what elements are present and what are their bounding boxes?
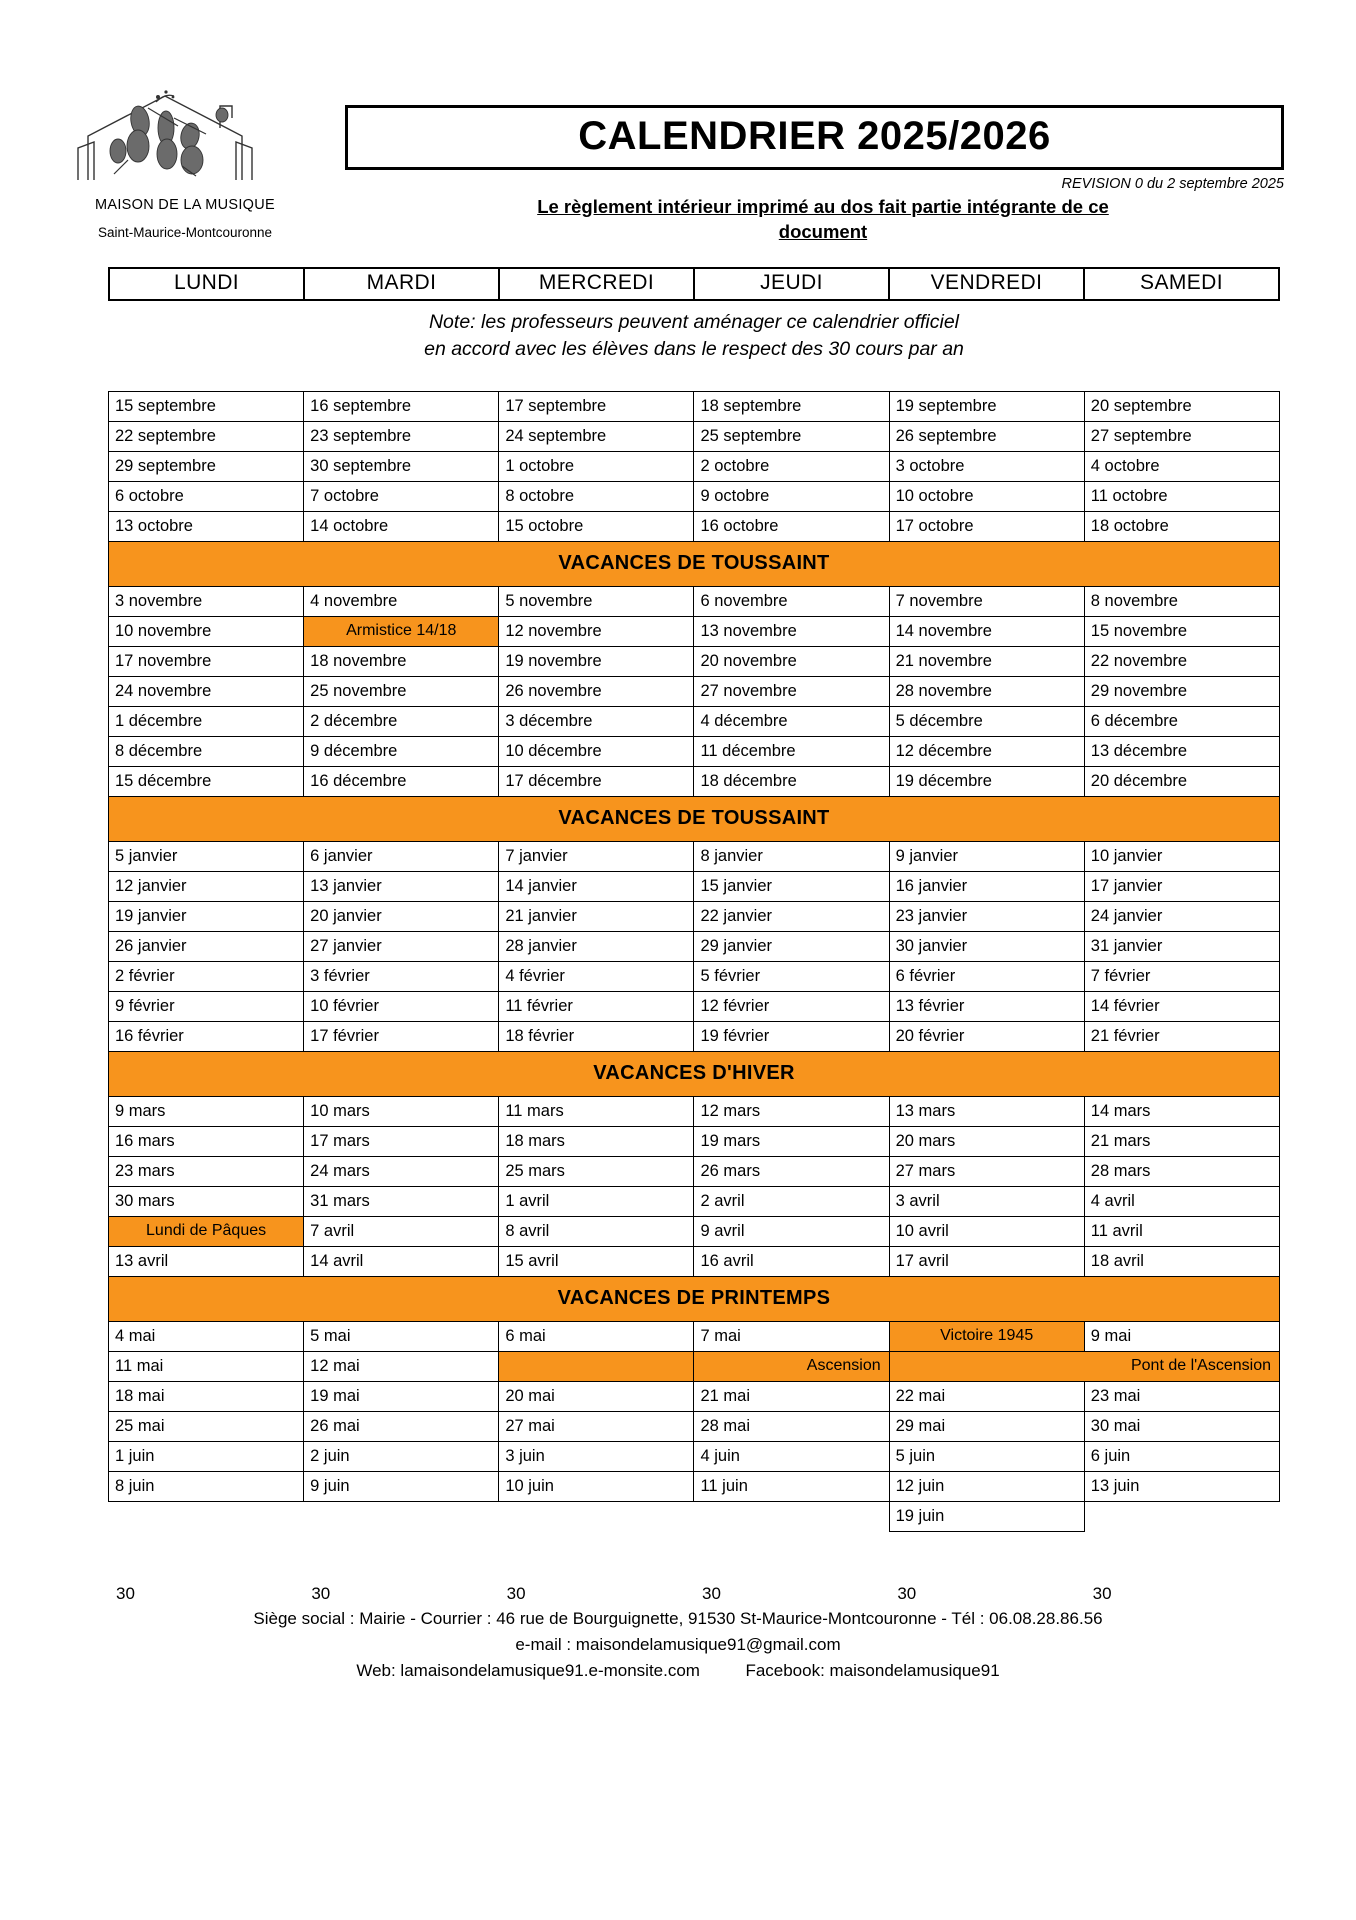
day-cell: 19 décembre xyxy=(889,766,1084,796)
day-cell: 12 février xyxy=(694,991,889,1021)
day-cell: 7 mai xyxy=(694,1321,889,1351)
vacation-banner: VACANCES DE PRINTEMPS xyxy=(109,1276,1280,1321)
day-cell: 7 février xyxy=(1084,961,1279,991)
calendar-week-row xyxy=(109,646,1280,676)
holiday-cell: Victoire 1945 xyxy=(889,1321,1084,1351)
day-cell: 9 décembre xyxy=(304,736,499,766)
day-cell: 24 septembre xyxy=(499,421,694,451)
day-cell: 26 novembre xyxy=(499,676,694,706)
day-cell: 29 janvier xyxy=(694,931,889,961)
day-cell: 2 juin xyxy=(304,1441,499,1471)
vacation-row xyxy=(109,1051,1280,1096)
day-cell: 23 janvier xyxy=(889,901,1084,931)
title-box xyxy=(345,105,1284,170)
holiday-cell: Ascension xyxy=(694,1351,889,1381)
day-cell: 9 octobre xyxy=(694,481,889,511)
page-title: CALENDRIER 2025/2026 xyxy=(578,114,1051,158)
calendar-week-row xyxy=(109,1381,1280,1411)
day-cell: 16 décembre xyxy=(304,766,499,796)
day-cell: 2 avril xyxy=(694,1186,889,1216)
day-cell: 10 juin xyxy=(499,1471,694,1501)
calendar-week-row xyxy=(109,1096,1280,1126)
day-cell: 9 mars xyxy=(109,1096,304,1126)
organization-city: Saint-Maurice-Montcouronne xyxy=(97,225,273,240)
day-cell: 26 janvier xyxy=(109,931,304,961)
day-cell: 27 janvier xyxy=(304,931,499,961)
holiday-cell: Armistice 14/18 xyxy=(304,616,499,646)
vacation-row xyxy=(109,1276,1280,1321)
course-counts-row xyxy=(108,1584,1280,1604)
day-cell: 11 décembre xyxy=(694,736,889,766)
day-cell: 30 septembre xyxy=(304,451,499,481)
calendar-week-row xyxy=(109,616,1280,646)
day-cell: 12 janvier xyxy=(109,871,304,901)
footer-address-line: Siège social : Mairie - Courrier : 46 rue de Bourguignette, 91530 St-Maurice-Montcouronne - Tél : 06.08.28.86.56 xyxy=(253,1608,1103,1628)
day-cell: 30 janvier xyxy=(889,931,1084,961)
document-footer xyxy=(0,1606,1356,1685)
day-cell: 22 mai xyxy=(889,1381,1084,1411)
calendar-week-row xyxy=(109,1411,1280,1441)
day-cell: 11 février xyxy=(499,991,694,1021)
day-cell: 31 janvier xyxy=(1084,931,1279,961)
day-cell: 5 février xyxy=(694,961,889,991)
weekday-header-lundi: LUNDI xyxy=(110,269,305,299)
day-cell: 20 novembre xyxy=(694,646,889,676)
day-cell: 28 mai xyxy=(694,1411,889,1441)
day-cell: 4 février xyxy=(499,961,694,991)
weekday-header-mardi: MARDI xyxy=(305,269,500,299)
day-cell: 27 novembre xyxy=(694,676,889,706)
day-cell: 28 janvier xyxy=(499,931,694,961)
day-cell: 25 mai xyxy=(109,1411,304,1441)
calendar-week-row xyxy=(109,1156,1280,1186)
day-cell: 15 janvier xyxy=(694,871,889,901)
day-cell: 18 avril xyxy=(1084,1246,1279,1276)
day-cell: 22 novembre xyxy=(1084,646,1279,676)
day-cell: 20 janvier xyxy=(304,901,499,931)
weekday-header-samedi: SAMEDI xyxy=(1140,270,1223,294)
day-cell: 17 octobre xyxy=(889,511,1084,541)
day-cell: 19 janvier xyxy=(109,901,304,931)
day-cell: 13 mars xyxy=(889,1096,1084,1126)
day-cell: 11 avril xyxy=(1084,1216,1279,1246)
calendar-week-row xyxy=(109,706,1280,736)
organization-logo-block xyxy=(40,80,330,240)
calendar-note-line-2: en accord avec les élèves dans le respect des 30 cours par an xyxy=(424,337,964,360)
calendar-week-row xyxy=(109,511,1280,541)
day-cell: 16 février xyxy=(109,1021,304,1051)
day-cell: 8 décembre xyxy=(109,736,304,766)
day-cell: 18 octobre xyxy=(1084,511,1279,541)
day-cell: 7 avril xyxy=(304,1216,499,1246)
day-cell: 15 avril xyxy=(499,1246,694,1276)
day-cell: 17 février xyxy=(304,1021,499,1051)
document-header xyxy=(0,0,1356,245)
day-cell: 11 mars xyxy=(499,1096,694,1126)
day-cell: 1 décembre xyxy=(109,706,304,736)
footer-website: Web: lamaisondelamusique91.e-monsite.com xyxy=(356,1661,700,1681)
day-cell: 25 mars xyxy=(499,1156,694,1186)
day-cell: 29 novembre xyxy=(1084,676,1279,706)
day-cell: 27 septembre xyxy=(1084,421,1279,451)
day-cell: 11 juin xyxy=(694,1471,889,1501)
day-cell: 19 mai xyxy=(304,1381,499,1411)
course-count-lundi: 30 xyxy=(116,1583,135,1603)
calendar-week-row xyxy=(109,871,1280,901)
day-cell: 14 avril xyxy=(304,1246,499,1276)
day-cell: 31 mars xyxy=(304,1186,499,1216)
day-cell: 6 décembre xyxy=(1084,706,1279,736)
day-cell: 12 juin xyxy=(889,1471,1084,1501)
calendar-week-row xyxy=(109,676,1280,706)
day-cell: 20 décembre xyxy=(1084,766,1279,796)
day-cell: 18 novembre xyxy=(304,646,499,676)
day-cell: 22 septembre xyxy=(109,421,304,451)
day-cell: 17 décembre xyxy=(499,766,694,796)
day-cell: 23 mars xyxy=(109,1156,304,1186)
calendar-note-line-1: Note: les professeurs peuvent aménager ce calendrier officiel xyxy=(428,310,960,333)
empty-cell xyxy=(304,1501,499,1531)
day-cell: 14 mars xyxy=(1084,1096,1279,1126)
holiday-cell: Lundi de Pâques xyxy=(109,1216,304,1246)
day-cell: 3 juin xyxy=(499,1441,694,1471)
day-cell: 10 octobre xyxy=(889,481,1084,511)
day-cell: 16 septembre xyxy=(304,391,499,421)
calendar-week-row xyxy=(109,1246,1280,1276)
day-cell: 14 janvier xyxy=(499,871,694,901)
day-cell: 13 octobre xyxy=(109,511,304,541)
day-cell: 12 décembre xyxy=(889,736,1084,766)
day-cell: 3 février xyxy=(304,961,499,991)
calendar-week-row xyxy=(109,1216,1280,1246)
vacation-row xyxy=(109,541,1280,586)
course-count-samedi: 30 xyxy=(1092,1583,1112,1603)
day-cell: 9 avril xyxy=(694,1216,889,1246)
day-cell: 13 avril xyxy=(109,1246,304,1276)
weekday-header-jeudi: JEUDI xyxy=(695,269,890,299)
revision-label: REVISION 0 du 2 septembre 2025 xyxy=(1061,175,1284,192)
day-cell: 4 avril xyxy=(1084,1186,1279,1216)
rules-notice xyxy=(350,195,1296,245)
calendar-week-row xyxy=(109,931,1280,961)
day-cell: 21 mai xyxy=(694,1381,889,1411)
day-cell: 13 février xyxy=(889,991,1084,1021)
day-cell: 4 décembre xyxy=(694,706,889,736)
day-cell: 16 avril xyxy=(694,1246,889,1276)
day-cell: 8 juin xyxy=(109,1471,304,1501)
day-cell: 11 octobre xyxy=(1084,481,1279,511)
day-cell: 7 octobre xyxy=(304,481,499,511)
day-cell: 21 novembre xyxy=(889,646,1084,676)
course-count-jeudi: 30 xyxy=(701,1583,721,1603)
day-cell: 15 octobre xyxy=(499,511,694,541)
course-count-vendredi: 30 xyxy=(897,1583,917,1603)
day-cell: 9 février xyxy=(109,991,304,1021)
day-cell: 10 février xyxy=(304,991,499,1021)
day-cell: 26 mai xyxy=(304,1411,499,1441)
day-cell: 20 septembre xyxy=(1084,391,1279,421)
empty-cell xyxy=(499,1501,694,1531)
day-cell: 28 mars xyxy=(1084,1156,1279,1186)
day-cell: 6 novembre xyxy=(694,586,889,616)
day-cell: 14 octobre xyxy=(304,511,499,541)
calendar-week-row xyxy=(109,961,1280,991)
day-cell: 24 mars xyxy=(304,1156,499,1186)
calendar-week-row xyxy=(109,901,1280,931)
day-cell: 24 janvier xyxy=(1084,901,1279,931)
day-cell: 10 décembre xyxy=(499,736,694,766)
empty-cell xyxy=(694,1501,889,1531)
day-cell: 9 janvier xyxy=(889,841,1084,871)
day-cell: 28 novembre xyxy=(889,676,1084,706)
day-cell: 13 janvier xyxy=(304,871,499,901)
calendar-week-row xyxy=(109,1501,1280,1531)
rules-notice-line-2: document xyxy=(778,220,868,242)
day-cell: 3 avril xyxy=(889,1186,1084,1216)
day-cell: 10 janvier xyxy=(1084,841,1279,871)
day-cell: 19 mars xyxy=(694,1126,889,1156)
day-cell: 13 juin xyxy=(1084,1471,1279,1501)
day-cell: 4 novembre xyxy=(304,586,499,616)
day-cell: 17 avril xyxy=(889,1246,1084,1276)
calendar-week-row xyxy=(109,421,1280,451)
calendar-week-row xyxy=(109,451,1280,481)
day-cell: 29 septembre xyxy=(109,451,304,481)
day-cell: 9 mai xyxy=(1084,1321,1279,1351)
day-cell: 7 novembre xyxy=(889,586,1084,616)
vacation-banner: VACANCES DE TOUSSAINT xyxy=(109,796,1280,841)
day-cell: 25 septembre xyxy=(694,421,889,451)
day-cell: 29 mai xyxy=(889,1411,1084,1441)
day-cell: 2 décembre xyxy=(304,706,499,736)
day-cell: 2 octobre xyxy=(694,451,889,481)
empty-cell xyxy=(109,1501,304,1531)
footer-web-line xyxy=(0,1658,1356,1684)
day-cell: 30 mai xyxy=(1084,1411,1279,1441)
day-cell: 18 février xyxy=(499,1021,694,1051)
calendar-week-row xyxy=(109,736,1280,766)
day-cell: 21 janvier xyxy=(499,901,694,931)
day-cell: 15 septembre xyxy=(109,391,304,421)
day-cell: 5 janvier xyxy=(109,841,304,871)
course-count-mardi: 30 xyxy=(311,1583,331,1603)
day-cell: 20 mars xyxy=(889,1126,1084,1156)
day-cell: 26 mars xyxy=(694,1156,889,1186)
calendar-week-row xyxy=(109,586,1280,616)
day-cell: 2 février xyxy=(109,961,304,991)
day-cell: 15 décembre xyxy=(109,766,304,796)
day-cell: 25 novembre xyxy=(304,676,499,706)
calendar-week-row xyxy=(109,481,1280,511)
holiday-cell: Pont de l'Ascension xyxy=(889,1351,1279,1381)
day-cell: 15 novembre xyxy=(1084,616,1279,646)
day-cell: 30 mars xyxy=(109,1186,304,1216)
day-cell: 11 mai xyxy=(109,1351,304,1381)
day-cell: 18 mars xyxy=(499,1126,694,1156)
day-cell: 6 février xyxy=(889,961,1084,991)
day-cell: 14 février xyxy=(1084,991,1279,1021)
day-cell: 3 novembre xyxy=(109,586,304,616)
day-cell: 17 mars xyxy=(304,1126,499,1156)
day-cell: 8 octobre xyxy=(499,481,694,511)
empty-cell xyxy=(1084,1501,1279,1531)
title-block xyxy=(330,80,1316,245)
day-cell: 17 septembre xyxy=(499,391,694,421)
footer-facebook: Facebook: maisondelamusique91 xyxy=(745,1661,1000,1681)
day-cell: 4 juin xyxy=(694,1441,889,1471)
day-cell: 3 octobre xyxy=(889,451,1084,481)
day-cell: 17 novembre xyxy=(109,646,304,676)
day-cell: 27 mars xyxy=(889,1156,1084,1186)
day-cell: 16 mars xyxy=(109,1126,304,1156)
day-cell: 21 février xyxy=(1084,1021,1279,1051)
calendar-week-row xyxy=(109,1021,1280,1051)
vacation-row xyxy=(109,796,1280,841)
calendar-table xyxy=(108,391,1280,1532)
day-cell: 6 janvier xyxy=(304,841,499,871)
vacation-banner: VACANCES DE TOUSSAINT xyxy=(109,541,1280,586)
course-count-mercredi: 30 xyxy=(506,1583,526,1603)
day-cell: 10 novembre xyxy=(109,616,304,646)
day-cell: 18 décembre xyxy=(694,766,889,796)
calendar-week-row xyxy=(109,991,1280,1021)
day-cell: 6 octobre xyxy=(109,481,304,511)
calendar-week-row xyxy=(109,1321,1280,1351)
calendar-note xyxy=(108,309,1280,363)
day-cell: 23 septembre xyxy=(304,421,499,451)
day-cell: 27 mai xyxy=(499,1411,694,1441)
day-cell: 3 décembre xyxy=(499,706,694,736)
weekday-header-mercredi: MERCREDI xyxy=(500,269,695,299)
day-cell: 4 octobre xyxy=(1084,451,1279,481)
day-cell: 18 septembre xyxy=(694,391,889,421)
vacation-banner: VACANCES D'HIVER xyxy=(109,1051,1280,1096)
calendar-week-row xyxy=(109,1471,1280,1501)
day-cell: 19 septembre xyxy=(889,391,1084,421)
rules-notice-line-1: Le règlement intérieur imprimé au dos fait partie intégrante de ce xyxy=(537,195,1109,217)
calendar-week-row xyxy=(109,1186,1280,1216)
day-cell: 6 mai xyxy=(499,1321,694,1351)
day-cell: 20 mai xyxy=(499,1381,694,1411)
weekday-header-vendredi: VENDREDI xyxy=(890,269,1085,299)
day-cell: 18 mai xyxy=(109,1381,304,1411)
day-cell: 23 mai xyxy=(1084,1381,1279,1411)
footer-email-line: e-mail : maisondelamusique91@gmail.com xyxy=(515,1634,841,1654)
day-cell: 8 avril xyxy=(499,1216,694,1246)
calendar-body xyxy=(109,391,1280,1531)
day-cell: 21 mars xyxy=(1084,1126,1279,1156)
day-cell: 8 novembre xyxy=(1084,586,1279,616)
day-cell: 10 avril xyxy=(889,1216,1084,1246)
calendar-week-row xyxy=(109,391,1280,421)
day-cell: 1 juin xyxy=(109,1441,304,1471)
day-cell: 19 juin xyxy=(889,1501,1084,1531)
day-cell: 5 mai xyxy=(304,1321,499,1351)
calendar-week-row xyxy=(109,1126,1280,1156)
day-cell: 12 mai xyxy=(304,1351,499,1381)
day-cell: 19 février xyxy=(694,1021,889,1051)
calendar-week-row xyxy=(109,1351,1280,1381)
calendar-week-row xyxy=(109,841,1280,871)
weekday-header-row xyxy=(108,267,1280,301)
day-cell: 14 novembre xyxy=(889,616,1084,646)
day-cell: 16 octobre xyxy=(694,511,889,541)
day-cell: 6 juin xyxy=(1084,1441,1279,1471)
day-cell: 8 janvier xyxy=(694,841,889,871)
day-cell: 5 novembre xyxy=(499,586,694,616)
calendar-week-row xyxy=(109,766,1280,796)
calendar-week-row xyxy=(109,1441,1280,1471)
day-cell: 13 décembre xyxy=(1084,736,1279,766)
day-cell: 24 novembre xyxy=(109,676,304,706)
day-cell: 4 mai xyxy=(109,1321,304,1351)
day-cell: 7 janvier xyxy=(499,841,694,871)
day-cell: 19 novembre xyxy=(499,646,694,676)
day-cell: 26 septembre xyxy=(889,421,1084,451)
day-cell xyxy=(499,1351,694,1381)
day-cell: 20 février xyxy=(889,1021,1084,1051)
day-cell: 9 juin xyxy=(304,1471,499,1501)
organization-name: MAISON DE LA MUSIQUE xyxy=(94,197,276,213)
day-cell: 10 mars xyxy=(304,1096,499,1126)
day-cell: 22 janvier xyxy=(694,901,889,931)
day-cell: 5 décembre xyxy=(889,706,1084,736)
day-cell: 12 novembre xyxy=(499,616,694,646)
day-cell: 1 octobre xyxy=(499,451,694,481)
music-house-logo-icon xyxy=(70,88,300,183)
day-cell: 17 janvier xyxy=(1084,871,1279,901)
day-cell: 16 janvier xyxy=(889,871,1084,901)
day-cell: 1 avril xyxy=(499,1186,694,1216)
day-cell: 5 juin xyxy=(889,1441,1084,1471)
day-cell: 12 mars xyxy=(694,1096,889,1126)
day-cell: 13 novembre xyxy=(694,616,889,646)
